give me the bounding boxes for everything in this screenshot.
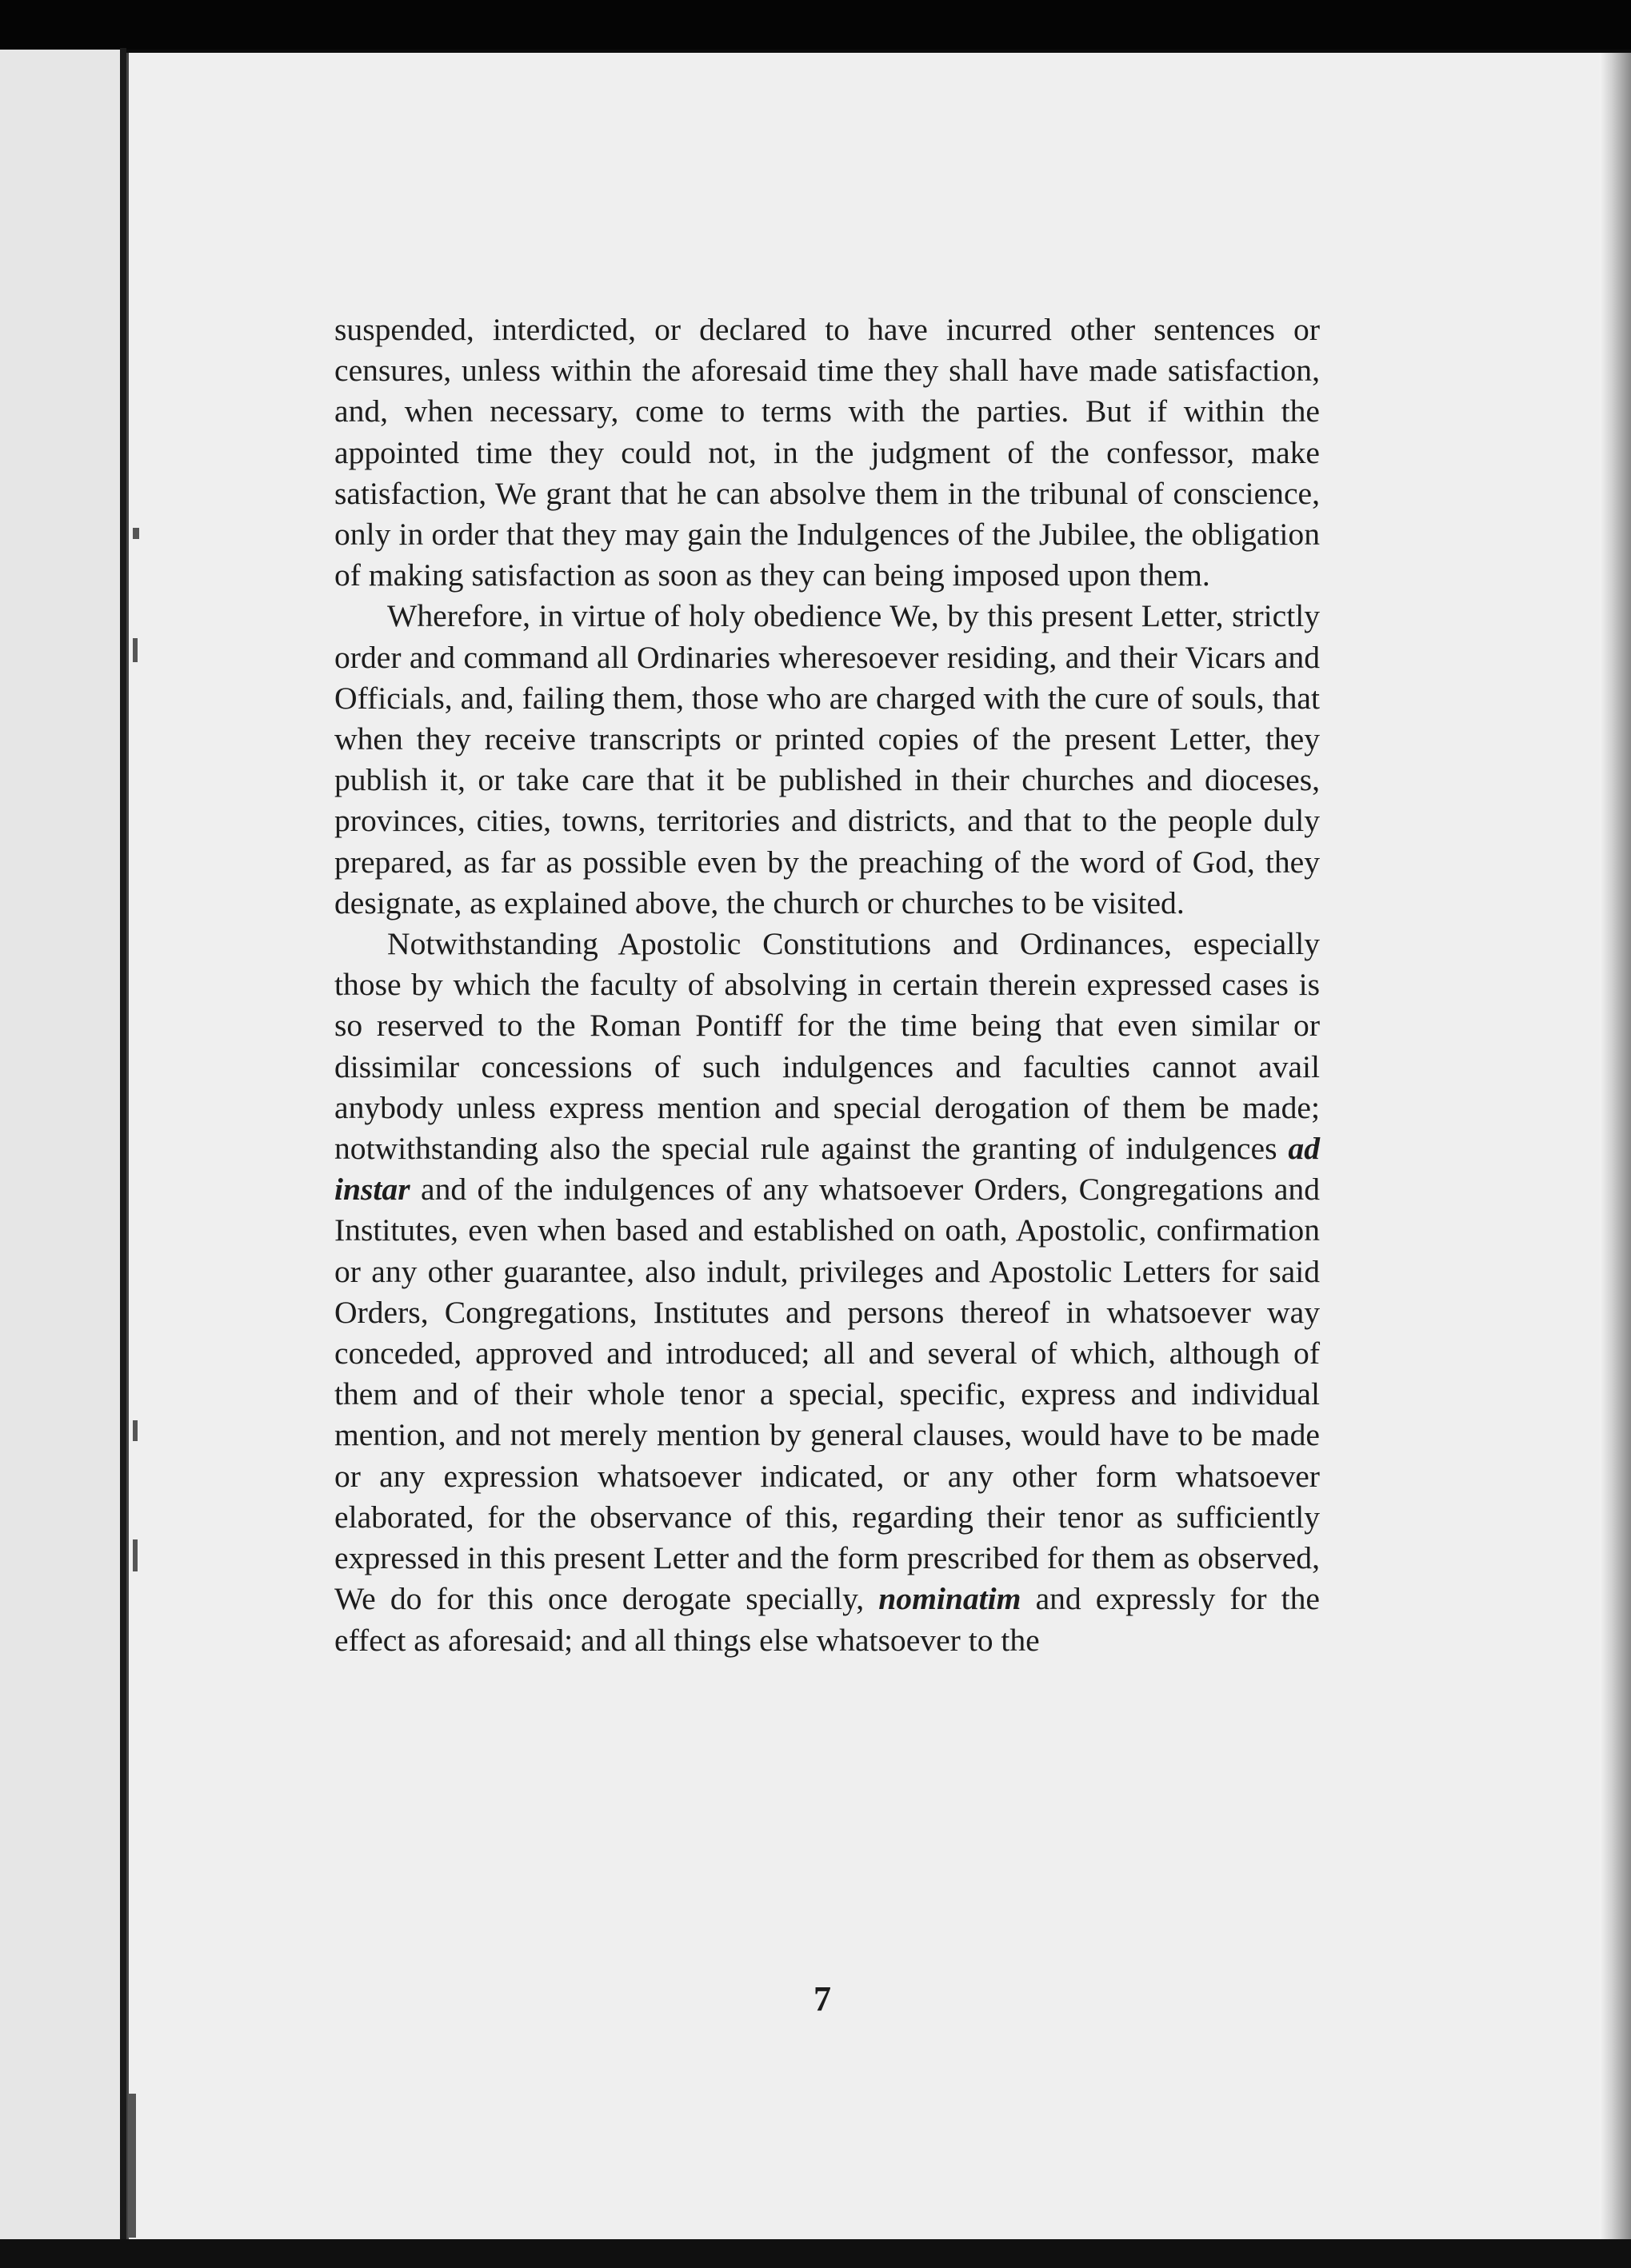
paragraph-2: Wherefore, in virtue of holy obedience We, by this present Letter, strictly order and command all Ordinaries wheresoever residing, and their Vicars and Officials, and, failing them, those who are charged with the cure of souls, that when they receive transcripts or printed copies of the present Letter, they publish it, or take care that it be published in their churches and dioceses, provinces, cities, towns, territories and districts, and that to the people duly prepared, as far as possible even by the preaching of the word of God, they designate, as explained above, the church or churches to be visited. xyxy=(334,598,1320,920)
scan-bottom-border xyxy=(0,2239,1631,2268)
page-number: 7 xyxy=(814,1979,831,2018)
paragraph-3 xyxy=(334,924,1320,1661)
scan-right-border xyxy=(1600,53,1631,2244)
margin-mark xyxy=(133,1420,138,1441)
italic-nominatim: nominatim xyxy=(878,1581,1021,1617)
scan-top-border xyxy=(0,0,1631,50)
paragraph-1: suspended, interdicted, or declared to have incurred other sentences or censures, unless within the aforesaid time they shall have made satisfaction, and, when necessary, come to terms with the parties. But if within the appointed time they could not, in the judgment of the confessor, make satisfaction, We grant that he can absolve them in the tribunal of conscience, only in order that they may gain the Indulgences of the Jubilee, the obligation of making satisfaction as soon as they can being imposed upon them. xyxy=(334,312,1320,593)
italic-ad-instar: ad instar xyxy=(334,1131,1320,1208)
margin-mark xyxy=(128,2094,136,2238)
paragraph-3-text: and expressly for the effect as aforesaid; and all things else whatsoever to the xyxy=(334,1581,1320,1658)
scan-left-margin xyxy=(0,0,120,2268)
margin-mark xyxy=(133,528,139,539)
book-binding-edge xyxy=(120,48,126,2255)
margin-mark xyxy=(133,638,138,662)
margin-mark xyxy=(133,1539,138,1571)
paragraph-3-text: and of the indulgences of any whatsoever Orders, Congregations and Institutes, even when based and established on oath, Apostolic, confirmation or any other guarantee, also indult, privileges and Apostolic Letters for said Orders, Congregations, Institutes and persons thereof in whatsoever way conceded, approved and introduced; all and several of which, although of them and of their whole tenor a special, specific, express and individual mention, and not merely mention by general clauses, would have to be made or any expression whatsoever indicated, or any other form whatsoever elaborated, for the observance of this, regarding their tenor as sufficiently expressed in this present Letter and the form prescribed for them as observed, We do for this once derogate specially, xyxy=(334,1172,1320,1617)
paragraph-3-text: Notwithstanding Apostolic Constitutions and Ordinances, especially those by which the faculty of absolving in certain therein expressed cases is so reserved to the Roman Pontiff for the time being that even similar or dissimilar concessions of such indulgences and faculties cannot avail anybody unless express mention and special derogation of them be made; notwithstanding also the special rule against the granting of indulgences xyxy=(334,926,1320,1167)
page-left-rule xyxy=(126,53,129,2244)
body-text xyxy=(334,309,1320,1661)
